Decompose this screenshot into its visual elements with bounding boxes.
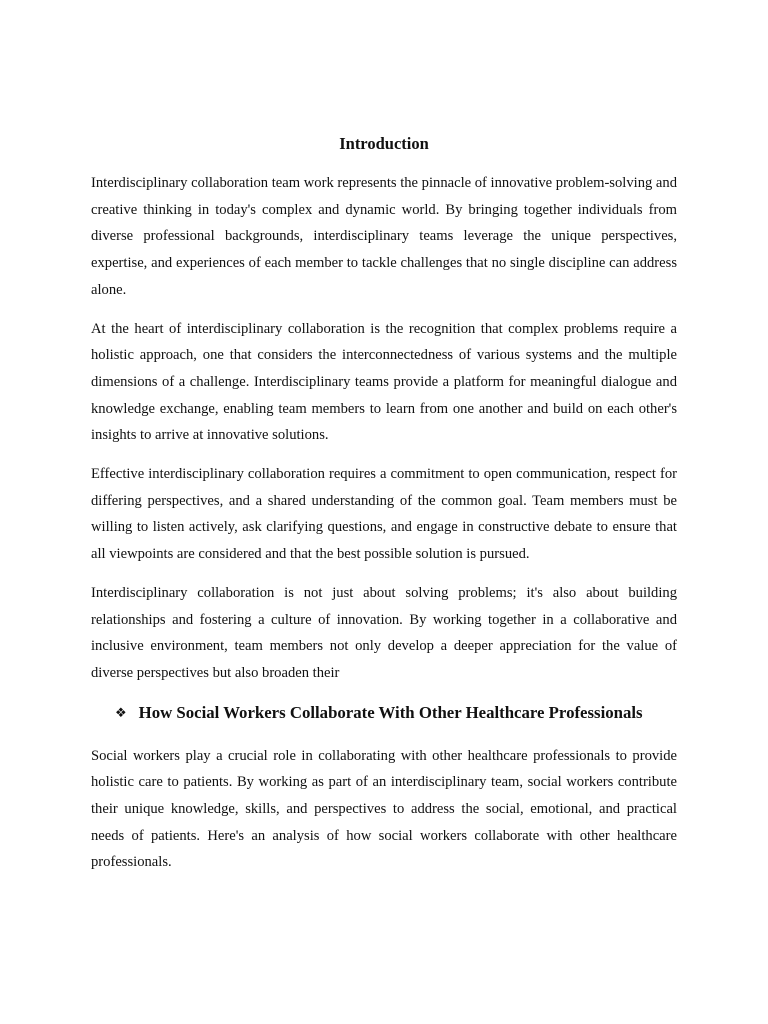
section-paragraph: Social workers play a crucial role in collaborating with other healthcare professionals to provide holistic care to patients. By working as part of an interdisciplinary team, social workers contribute their unique knowledge, skills, and perspectives to address the social, emotional, and practical needs of patients. Here's an analysis of how social workers collaborate with other healthcare professionals. [91, 747, 677, 871]
paragraph-4: Interdisciplinary collaboration is not just about solving problems; it's also about building relationships and fostering a culture of innovation. By working together in a collaborative and inclusive environment, team members not only develop a deeper appreciation for the value of diverse perspectives but also broaden their [91, 584, 677, 681]
diamond-bullet-icon: ❖ [115, 705, 127, 721]
section-heading-text: How Social Workers Collaborate With Other Healthcare Professionals [138, 702, 643, 722]
paragraph-2: At the heart of interdisciplinary collaboration is the recognition that complex problems require a holistic approach, one that considers the interconnectedness of various systems and the multiple dimensions of a challenge. Interdisciplinary teams provide a platform for meaningful dialogue and knowledge exchange, enabling team members to learn from one another and build on each other's insights to arrive at innovative solutions. [91, 320, 677, 444]
paragraph-1: Interdisciplinary collaboration team work represents the pinnacle of innovative problem-solving and creative thinking in today's complex and dynamic world. By bringing together individuals from diverse professional backgrounds, interdisciplinary teams leverage the unique perspectives, expertise, and experiences of each member to tackle challenges that no single discipline can address alone. [91, 175, 678, 298]
page-title: Introduction [339, 134, 429, 153]
paragraph-3: Effective interdisciplinary collaboration requires a commitment to open communication, respect for differing perspectives, and a shared understanding of the common goal. Team members must be willing to listen actively, ask clarifying questions, and engage in constructive debate to ensure that all viewpoints are considered and that the best possible solution is pursued. [91, 466, 677, 563]
section-heading [91, 699, 677, 727]
document-body [91, 132, 677, 888]
